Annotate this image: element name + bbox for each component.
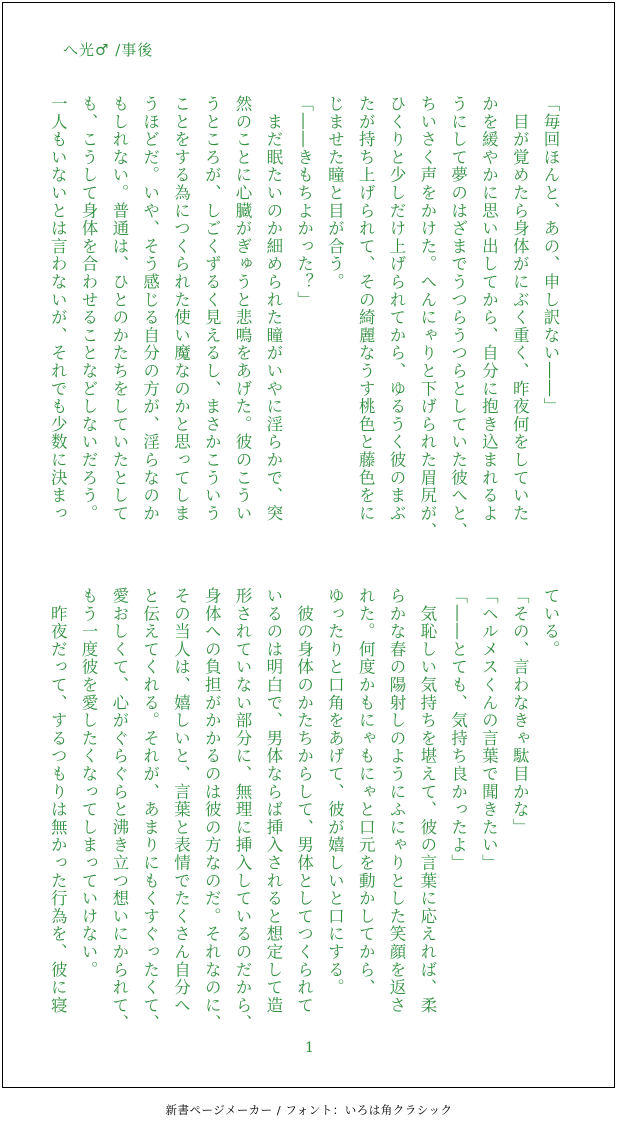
text-line: うほどだ。いや、そう感じる自分の方が、淫らなのか bbox=[140, 95, 160, 523]
text-line: 気恥しい気持ちを堪えて、彼の言葉に応えれば、柔 bbox=[417, 587, 437, 1015]
book-page bbox=[2, 2, 615, 1088]
text-line: ことをする為につくられた使い魔なのかと思ってしま bbox=[171, 95, 191, 523]
text-line: かを緩やかに思い出してから、自分に抱き込まれるよ bbox=[479, 95, 499, 523]
text-line: らかな春の陽射しのようにふにゃりとした笑顔を返さ bbox=[387, 587, 407, 1015]
text-line: 然のことに心臓がぎゅうと悲鳴をあげた。彼のこうい bbox=[233, 95, 253, 523]
text-line: まだ眠たいのか細められた瞳がいやに淫らかで、突 bbox=[263, 95, 283, 523]
text-line: 「ヘルメスくんの言葉で聞きたい」 bbox=[479, 587, 499, 872]
text-line: 「その、言わなきゃ駄目かな」 bbox=[510, 587, 530, 837]
text-line: 身体への負担がかかるのは彼の方なのだ。それなのに、 bbox=[202, 587, 222, 1032]
text-line: ちいさく声をかけた。へんにゃりと下げられた眉尻が、 bbox=[417, 95, 437, 540]
text-line: 形されていない部分に、無理に挿入しているのだから、 bbox=[233, 587, 253, 1032]
text-line: もしれない。普通は、ひとのかたちをしていたとして bbox=[109, 95, 129, 523]
text-line: うところが、しごくずるく見えるし、まさかこういう bbox=[202, 95, 222, 523]
text-line: 愛おしくて、心がぐらぐらと沸き立つ想いにかられて、 bbox=[109, 587, 129, 1032]
text-line: れた。何度かもにゃもにゃと口元を動かしてから、 bbox=[356, 587, 376, 997]
text-line: ひくりと少しだけ上げられてから、ゆるうく彼のまぶ bbox=[387, 95, 407, 523]
text-block-bottom bbox=[48, 587, 565, 1032]
text-line: も、こうして身体を合わせることなどしないだろう。 bbox=[79, 95, 99, 523]
text-line: その当人は、嬉しいと、言葉と表情でたくさん自分へ bbox=[171, 587, 191, 1015]
text-line: 「――とても、気持ち良かったよ」 bbox=[448, 587, 468, 872]
text-line: 彼の身体のかたちからして、男体としてつくられて bbox=[294, 587, 314, 1015]
text-line: 昨夜だって、するつもりは無かった行為を、彼に寝 bbox=[48, 587, 68, 1015]
text-line: 「毎回ほんと、あの、申し訳ない――」 bbox=[541, 95, 560, 416]
text-line: 「――きもちよかった？」 bbox=[294, 95, 314, 309]
text-line: いるのは明白で、男体ならば挿入されると想定して造 bbox=[263, 587, 283, 1015]
credit-line: 新書ページメーカー / フォント：いろは角クラシック bbox=[165, 1103, 453, 1117]
text-line: ている。 bbox=[541, 587, 560, 659]
text-line: もう一度彼を愛したくなってしまっていけない。 bbox=[79, 587, 99, 979]
text-line: じませた瞳と目が合う。 bbox=[325, 95, 345, 291]
text-line: 目が覚めたら身体がにぶく重く、昨夜何をしていた bbox=[510, 95, 530, 523]
text-line: たが持ち上げられて、その綺麗なうす桃色と藤色をに bbox=[356, 95, 376, 523]
text-line: と伝えてくれる。それが、あまりにもくすぐったくて、 bbox=[140, 587, 160, 1032]
text-line: 一人もいないとは言わないが、それでも少数に決まっ bbox=[48, 95, 68, 523]
page-number: 1 bbox=[305, 1040, 314, 1056]
running-head: へ光♂ /事後 bbox=[63, 41, 154, 59]
text-line: ゆったりと口角をあげて、彼が嬉しいと口にする。 bbox=[325, 587, 345, 997]
text-block-top bbox=[48, 95, 565, 540]
text-line: うにして夢のはざまでうつらうつらとしていた彼へと、 bbox=[448, 95, 468, 540]
